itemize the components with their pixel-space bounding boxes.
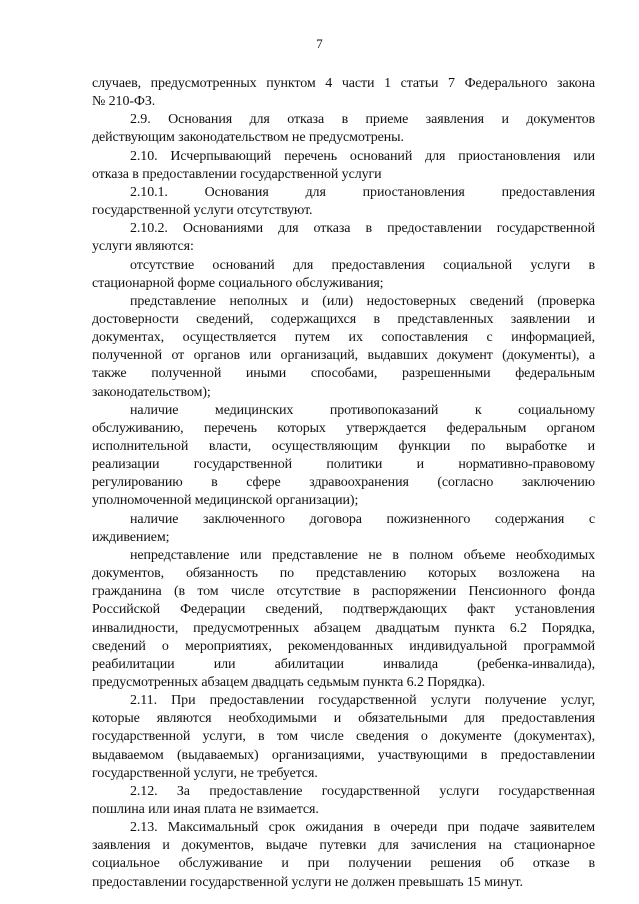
text-line: обслуживанию, перечень которых утверждается федеральным органом	[92, 420, 595, 436]
text-line: государственной услуги, не требуется.	[92, 765, 318, 781]
text-line: случаев, предусмотренных пунктом 4 части 1 статьи 7 Федерального закона	[92, 76, 595, 91]
text-line: социальное обслуживание и при получении решения об отказе в	[92, 856, 595, 872]
text-line: предоставлении государственной услуги не должен превышать 15 минут.	[92, 874, 523, 890]
text-line: отказа в предоставлении государственной услуги	[92, 166, 382, 182]
text-line: 2.9. Основания для отказа в приеме заявления и документов	[130, 112, 595, 128]
text-line: сведений о мероприятиях, рекомендованных индивидуальной программой	[92, 638, 595, 654]
text-line: которые являются необходимыми и обязательными для предоставления	[92, 711, 595, 727]
text-line: 2.10. Исчерпывающий перечень оснований для приостановления или	[130, 148, 595, 164]
text-line: реализации государственной политики и нормативно-правовому	[92, 457, 595, 473]
text-line: документов, обязанность по представлению которых возложена на	[92, 566, 595, 581]
text-line: пошлина или иная плата не взимается.	[92, 802, 319, 817]
text-line: отсутствие оснований для предоставления социальной услуги в	[130, 257, 595, 273]
text-line: предусмотренных абзацем двадцать седьмым пункта 6.2 Порядка).	[92, 674, 485, 690]
text-line: наличие заключенного договора пожизненного содержания с	[130, 511, 595, 527]
text-line: иждивением;	[92, 529, 170, 545]
text-line: достоверности сведений, содержащихся в представленных заявлении и	[92, 311, 595, 327]
text-line: Российской Федерации сведений, подтверждающих факт установления	[92, 602, 595, 618]
text-line: регулированию в сфере здравоохранения (согласно заключению	[92, 475, 595, 491]
text-line: выдаваемом (выдаваемых) организациями, участвующими в предоставлении	[92, 747, 595, 763]
text-line: стационарной форме социального обслуживания;	[92, 275, 384, 291]
text-line: 2.11. При предоставлении государственной услуги получение услуг,	[130, 693, 595, 709]
text-line: уполномоченной медицинской организации);	[92, 493, 359, 509]
text-line: 2.10.2. Основаниями для отказа в предоставлении государственной	[130, 221, 595, 237]
text-line: полученной от органов или организаций, выдавших документ (документы), а	[92, 348, 595, 364]
text-line: № 210-ФЗ.	[92, 94, 156, 110]
text-line: представление неполных и (или) недостоверных сведений (проверка	[130, 293, 595, 309]
text-line: документах, осуществляется путем их сопоставления с информацией,	[92, 330, 595, 346]
text-line: 2.10.1. Основания для приостановления предоставления	[130, 184, 595, 200]
text-line: исполнительной власти, осуществляющим функции по выработке и	[92, 439, 595, 454]
text-line: действующим законодательством не предусмотрены.	[92, 130, 404, 146]
text-line: законодательством);	[92, 384, 211, 400]
text-line: заявления и документов, выдаче путевки для зачисления на стационарное	[92, 838, 595, 854]
text-line: непредставление или представление не в полном объеме необходимых	[130, 547, 595, 563]
text-line: государственной услуги, в том числе сведения о документе (документах),	[92, 729, 595, 745]
page-number: 7	[316, 36, 323, 51]
text-line: 2.13. Максимальный срок ожидания в очереди при подаче заявителем	[130, 820, 595, 836]
text-line: гражданина (в том числе отсутствие в распоряжении Пенсионного фонда	[92, 584, 595, 600]
text-line: государственной услуги отсутствуют.	[92, 203, 313, 218]
text-line: реабилитации или абилитации инвалида (ребенка-инвалида),	[92, 656, 595, 672]
text-line: услуги являются:	[92, 239, 194, 255]
text-line: 2.12. За предоставление государственной услуги государственная	[130, 783, 595, 799]
text-line: наличие медицинских противопоказаний к социальному	[130, 402, 595, 418]
text-line: инвалидности, предусмотренных абзацем двадцатым пункта 6.2 Порядка,	[92, 620, 595, 636]
text-line: также полученной иными способами, разрешенными федеральным	[92, 366, 595, 382]
